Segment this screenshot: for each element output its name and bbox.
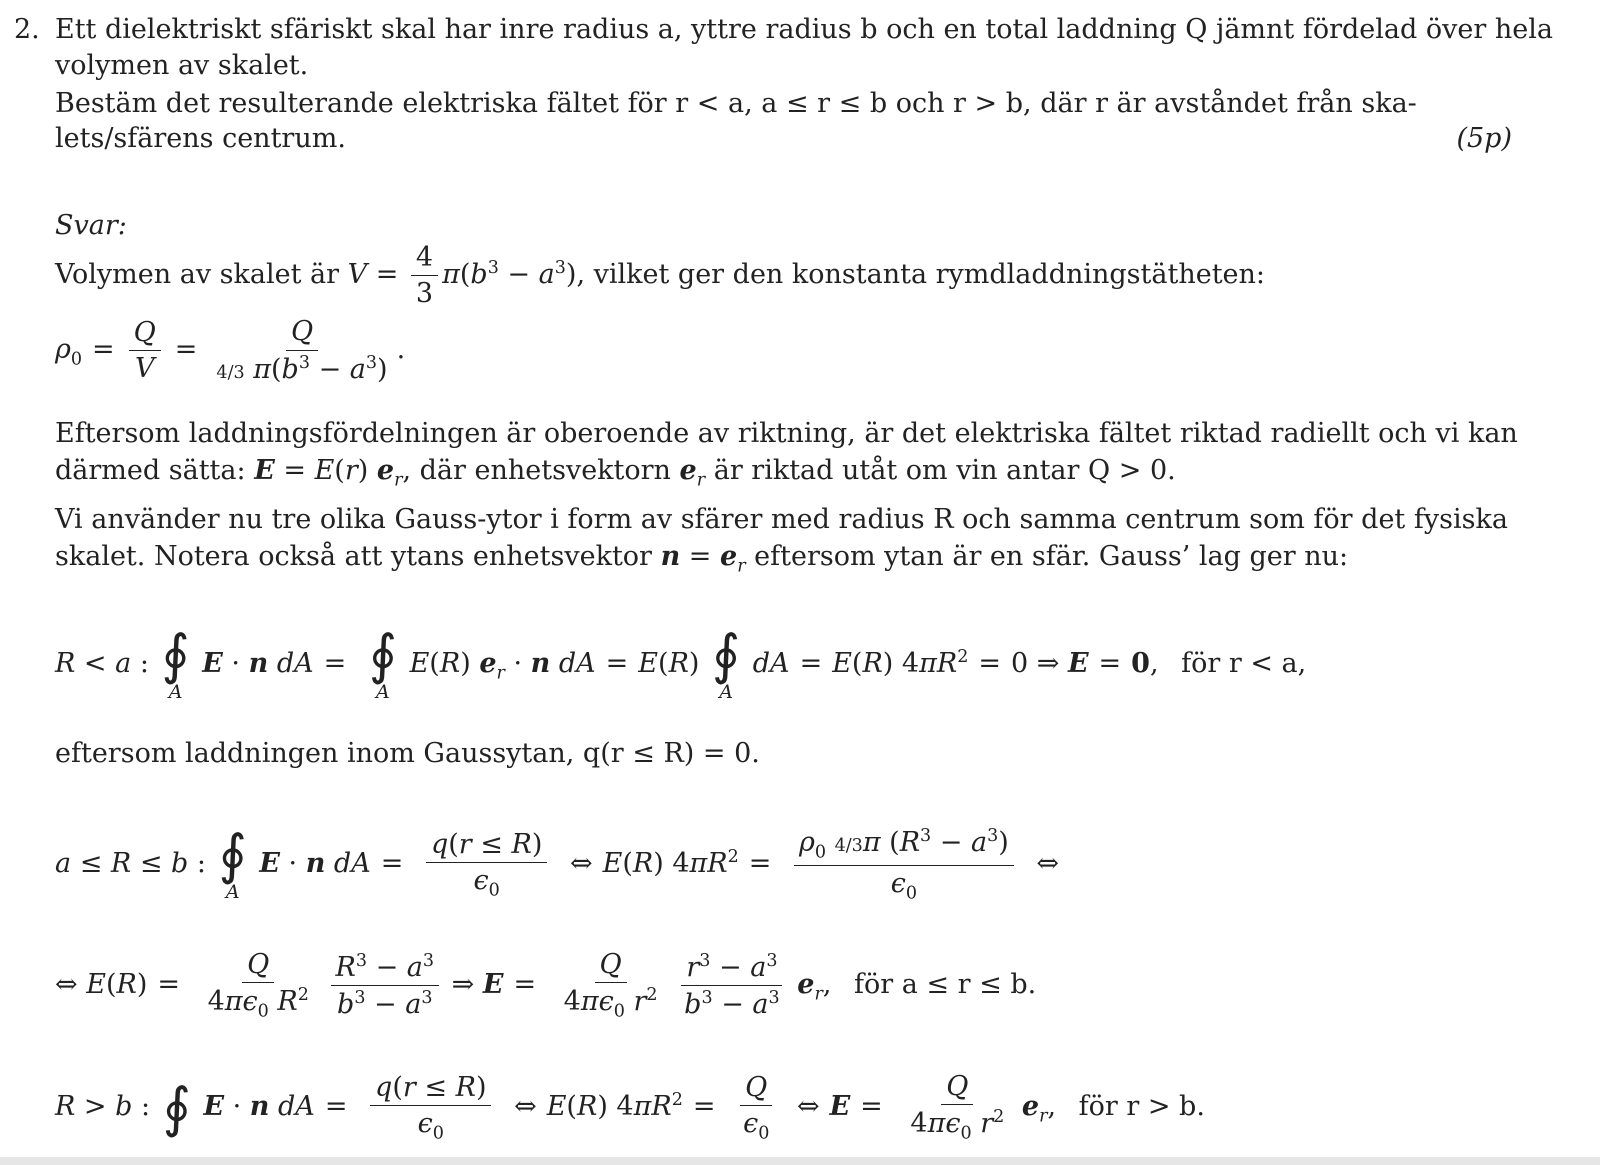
para1-text-c: är riktad utåt om vin antar Q > 0.: [713, 455, 1176, 486]
case2-result: ⇔ E(R) = $\frac{Q}{4\pi\epsilon_0 R^2}$ $\frac{R^3 - a^3}{b^3 - a^3}$ ⇒ E = $\frac{Q}{4\pi\epsilon_0 r^2}$ $\frac{r^3 - a^3}{b^3 - a^3}$ $e_r$, för a ≤ r ≤ b.: [55, 949, 1037, 1022]
problem-line-4: lets/sfärens centrum.: [55, 123, 346, 154]
para2-text-b: eftersom ytan är en sfär. Gauss’ lag ger nu:: [754, 541, 1349, 572]
para2-text-a: skalet. Notera också att ytans enhetsvektor: [55, 541, 652, 572]
volume-formula: V = $\frac{4}{3}$ $\pi(b^3 - a^3)$: [347, 241, 577, 309]
volume-line: [55, 238, 1265, 309]
para1-text-a: därmed sätta:: [55, 455, 246, 486]
para1-line-2: därmed sätta: E = E(r) $e_r$, där enhetsvektorn $e_r$ är riktad utåt om vin antar Q > 0.: [55, 455, 1176, 491]
case1-formula: R < a : ∮ A E · n dA = ∮ A E(R) $e_r \cdot n$ dA = E(R) ∮ A dA = E(R) $4\pi R^2 = 0$ ⇒ E = 0, för r < a,: [55, 622, 1307, 703]
problem-number: 2.: [14, 14, 40, 45]
field-formula: E = E(r) $e_r$: [254, 455, 403, 491]
answer-label: Svar:: [55, 210, 127, 241]
case3-formula: R > b : ∮ E · n dA = $\frac{q(r \le R)}{\epsilon_0}$ ⇔ E(R) $4\pi R^2$ = $\frac{Q}{\epsilon_0}$ ⇔ E = $\frac{Q}{4\pi\epsilon_0 r^2}$ $e_r$, för r > b.: [55, 1071, 1205, 1144]
case2-formula: a ≤ R ≤ b : ∮ A E · n dA = $\frac{q(r \le R)}{\epsilon_0}$ ⇔ E(R) $4\pi R^2$ = $\frac{\rho_0 4/3\pi (R^3 - a^3)}{\epsilon_0}$ ⇔: [55, 822, 1060, 903]
para2-line-1: Vi använder nu tre olika Gauss-ytor i form av sfärer med radius R och samma centrum som för det fysiska: [55, 504, 1508, 535]
case1-note: eftersom laddningen inom Gaussytan, q(r ≤ R) = 0.: [55, 738, 760, 769]
para1-text-b: , där enhetsvektorn: [402, 455, 671, 486]
case2-condition: för a ≤ r ≤ b.: [854, 969, 1037, 1000]
volume-tail: , vilket ger den konstanta rymdladdningstätheten:: [576, 259, 1266, 290]
problem-line-3: Bestäm det resulterande elektriska fältet för r < a, a ≤ r ≤ b och r > b, där r är avståndet från ska-: [55, 88, 1417, 119]
para1-line-1: Eftersom laddningsfördelningen är oberoende av riktning, är det elektriska fältet riktad radiellt och vi kan: [55, 418, 1518, 449]
volume-text: Volymen av skalet är: [55, 259, 340, 290]
bottom-edge: [0, 1157, 1600, 1165]
case3-condition: för r > b.: [1078, 1091, 1205, 1122]
problem-points: (5p): [1456, 123, 1512, 154]
problem-line-1: Ett dielektriskt sfäriskt skal har inre radius a, yttre radius b och en total laddning Q jämnt fördelad över hela: [55, 14, 1553, 45]
case1-condition: för r < a,: [1181, 648, 1307, 679]
problem-line-2: volymen av skalet.: [55, 50, 309, 81]
para2-line-2: skalet. Notera också att ytans enhetsvektor $n = e_r$ eftersom ytan är en sfär. Gauss’ lag ger nu:: [55, 541, 1349, 577]
density-formula: $\rho_0$ = $\frac{Q}{V}$ = $\frac{Q}{4/3 \pi(b^3 - a^3)}$ .: [55, 316, 406, 385]
